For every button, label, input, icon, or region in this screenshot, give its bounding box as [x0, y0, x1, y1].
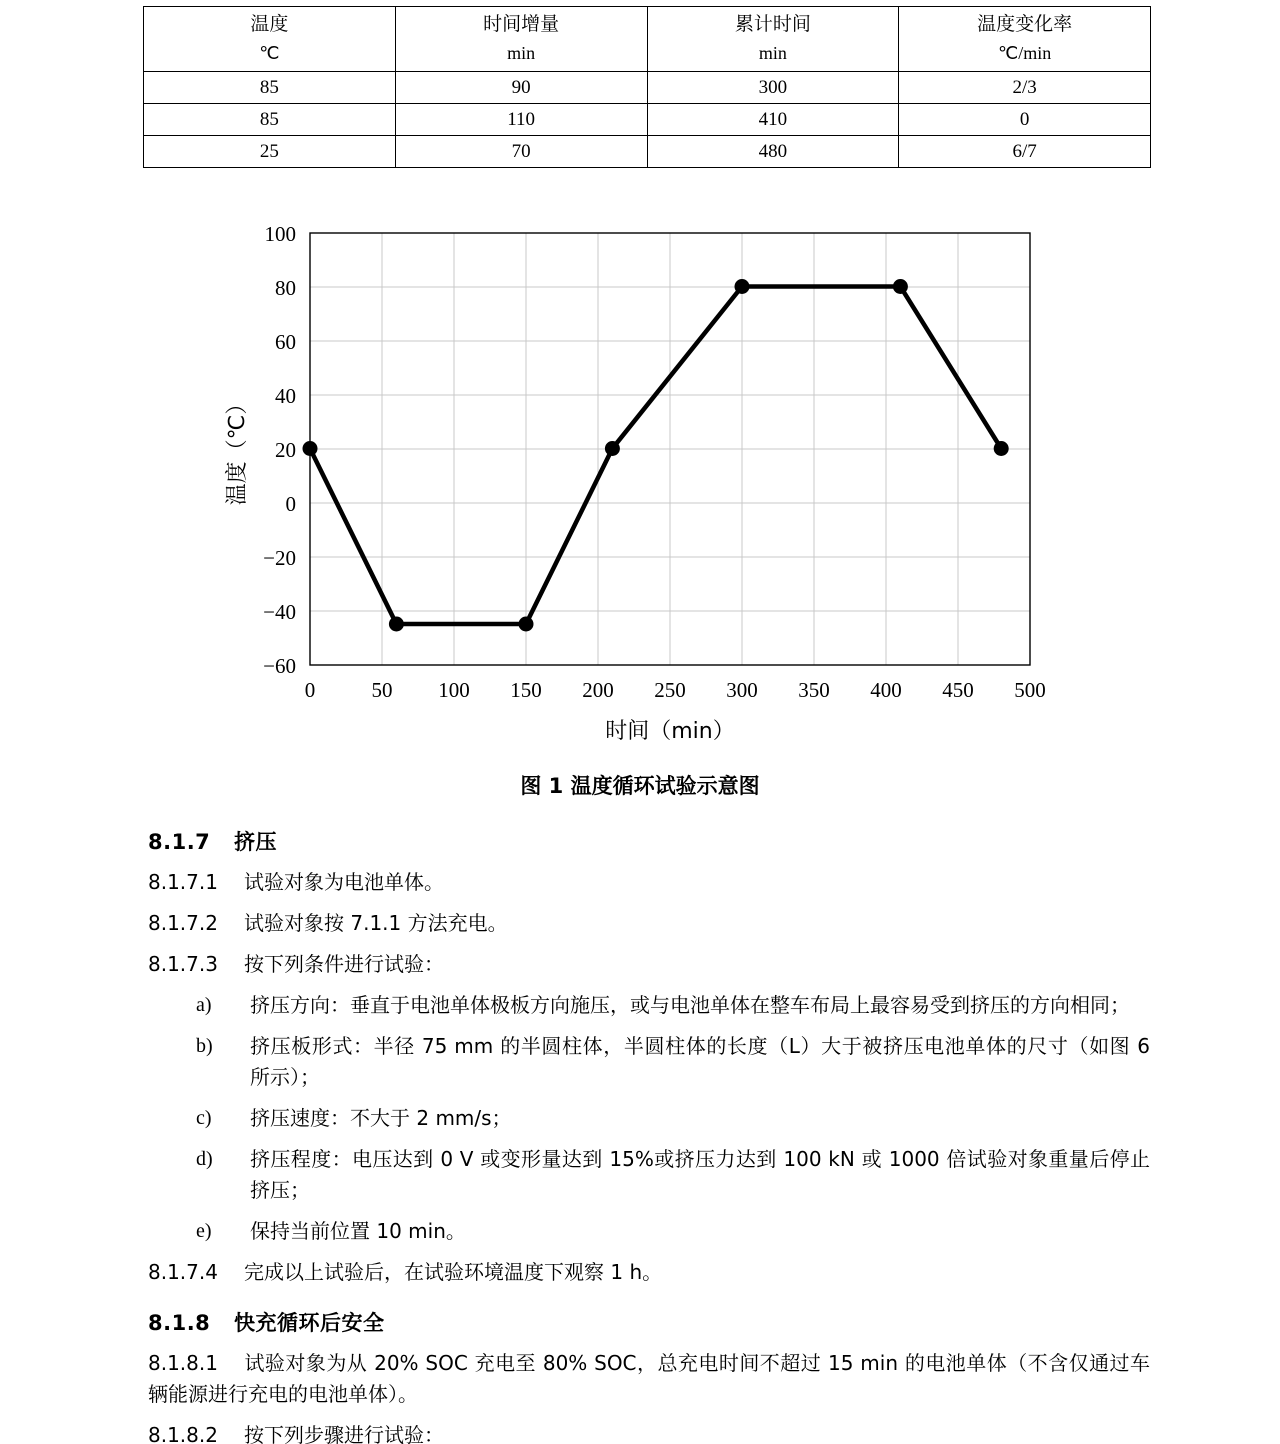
table-header-line2: min	[758, 43, 787, 63]
chart-series-points	[303, 279, 1009, 632]
svg-text:100: 100	[264, 222, 296, 246]
document-body	[0, 812, 1280, 1444]
section-heading-8-1-7	[0, 812, 1280, 862]
svg-text:300: 300	[726, 678, 758, 702]
svg-text:−60: −60	[263, 654, 296, 678]
chart-yticklabels	[263, 222, 296, 678]
table-cell: 6/7	[899, 136, 1151, 168]
temperature-cycle-table	[143, 6, 1151, 168]
paragraph-number: 8.1.7.2	[148, 911, 218, 935]
list-item-text: 保持当前位置 10 min。	[250, 1219, 466, 1243]
table-row	[144, 104, 1151, 136]
list-item	[0, 985, 1280, 1026]
paragraph-number: 8.1.8.1	[148, 1351, 218, 1375]
list-item-marker: a)	[196, 994, 212, 1016]
paragraph-text: 完成以上试验后，在试验环境温度下观察 1 h。	[244, 1260, 663, 1284]
table-header-line2: ℃/min	[998, 43, 1052, 63]
section-heading-8-1-8	[0, 1293, 1280, 1343]
svg-text:500: 500	[1014, 678, 1046, 702]
chart-ylabel: 温度（℃）	[225, 392, 250, 506]
svg-text:0: 0	[304, 678, 316, 702]
paragraph-text: 试验对象按 7.1.1 方法充电。	[244, 911, 508, 935]
paragraph-number: 8.1.7.4	[148, 1260, 218, 1284]
table-cell: 480	[647, 136, 899, 168]
table-row	[144, 136, 1151, 168]
svg-text:150: 150	[510, 678, 542, 702]
table-header-line1: 温度变化率	[977, 14, 1073, 35]
svg-text:50: 50	[371, 678, 393, 702]
chart-xticklabels	[305, 678, 1046, 702]
paragraph-text: 按下列条件进行试验：	[244, 952, 444, 976]
paragraph-8-1-7-1	[0, 862, 1280, 903]
section-title: 挤压	[234, 830, 277, 854]
svg-text:400: 400	[870, 678, 902, 702]
table-header-line1: 累计时间	[734, 14, 811, 35]
table-header-cell-1	[395, 7, 647, 72]
list-item	[0, 1139, 1280, 1211]
list-item-text: 挤压方向：垂直于电池单体极板方向施压，或与电池单体在整车布局上最容易受到挤压的方向相同；	[250, 993, 1130, 1017]
table-cell: 0	[899, 104, 1151, 136]
svg-text:350: 350	[798, 678, 830, 702]
table-cell: 70	[395, 136, 647, 168]
table-cell: 410	[647, 104, 899, 136]
chart-svg	[180, 215, 1100, 745]
svg-text:0: 0	[285, 492, 296, 516]
table-row	[144, 72, 1151, 104]
table-header-cell-3	[899, 7, 1151, 72]
table-header-line2: ℃	[259, 43, 280, 63]
paragraph-8-1-7-2	[0, 903, 1280, 944]
table-cell: 85	[144, 104, 396, 136]
paragraph-number: 8.1.7.3	[148, 952, 218, 976]
table-header-row	[144, 7, 1151, 72]
list-item	[0, 1026, 1280, 1098]
list-item	[0, 1211, 1280, 1252]
chart-xlabel: 时间（min）	[605, 719, 735, 744]
table-header-cell-0	[144, 7, 396, 72]
svg-text:250: 250	[654, 678, 686, 702]
paragraph-number: 8.1.7.1	[148, 870, 218, 894]
table-cell: 85	[144, 72, 396, 104]
svg-text:60: 60	[275, 330, 296, 354]
svg-text:80: 80	[275, 276, 296, 300]
table-cell: 300	[647, 72, 899, 104]
svg-text:40: 40	[275, 384, 296, 408]
list-item-text: 挤压板形式：半径 75 mm 的半圆柱体，半圆柱体的长度（L）大于被挤压电池单体的尺寸（如图 6 所示）；	[250, 1034, 1150, 1089]
svg-text:200: 200	[582, 678, 614, 702]
paragraph-8-1-8-2	[0, 1415, 1280, 1444]
svg-text:20: 20	[275, 438, 296, 462]
svg-text:100: 100	[438, 678, 470, 702]
table-cell: 2/3	[899, 72, 1151, 104]
list-item-marker: b)	[196, 1035, 213, 1057]
section-title: 快充循环后安全	[234, 1311, 385, 1335]
paragraph-8-1-7-4	[0, 1252, 1280, 1293]
table-cell: 110	[395, 104, 647, 136]
table-cell: 25	[144, 136, 396, 168]
list-item-marker: d)	[196, 1148, 213, 1170]
section-number: 8.1.8	[148, 1311, 211, 1335]
list-item-text: 挤压程度：电压达到 0 V 或变形量达到 15%或挤压力达到 100 kN 或 1000 倍试验对象重量后停止挤压；	[250, 1147, 1150, 1202]
svg-text:−40: −40	[263, 600, 296, 624]
list-item-marker: c)	[196, 1107, 212, 1129]
temperature-cycle-chart	[180, 215, 1100, 745]
table-header-cell-2	[647, 7, 899, 72]
table-header-line1: 时间增量	[483, 14, 560, 35]
paragraph-text: 按下列步骤进行试验：	[244, 1423, 444, 1444]
chart-series-line	[310, 287, 1001, 625]
svg-text:−20: −20	[263, 546, 296, 570]
paragraph-8-1-8-1	[0, 1343, 1280, 1415]
table-header-line1: 温度	[250, 14, 289, 35]
figure-caption: 图 1 温度循环试验示意图	[520, 774, 760, 798]
paragraph-text: 试验对象为电池单体。	[244, 870, 444, 894]
list-item	[0, 1098, 1280, 1139]
svg-text:450: 450	[942, 678, 974, 702]
paragraph-number: 8.1.8.2	[148, 1423, 218, 1444]
paragraph-8-1-7-3	[0, 944, 1280, 985]
list-item-marker: e)	[196, 1220, 212, 1242]
section-number: 8.1.7	[148, 830, 211, 854]
table-cell: 90	[395, 72, 647, 104]
paragraph-text: 试验对象为从 20% SOC 充电至 80% SOC，总充电时间不超过 15 min 的电池单体（不含仅通过车辆能源进行充电的电池单体）。	[148, 1351, 1150, 1406]
list-item-text: 挤压速度：不大于 2 mm/s；	[250, 1106, 512, 1130]
table-header-line2: min	[507, 43, 536, 63]
